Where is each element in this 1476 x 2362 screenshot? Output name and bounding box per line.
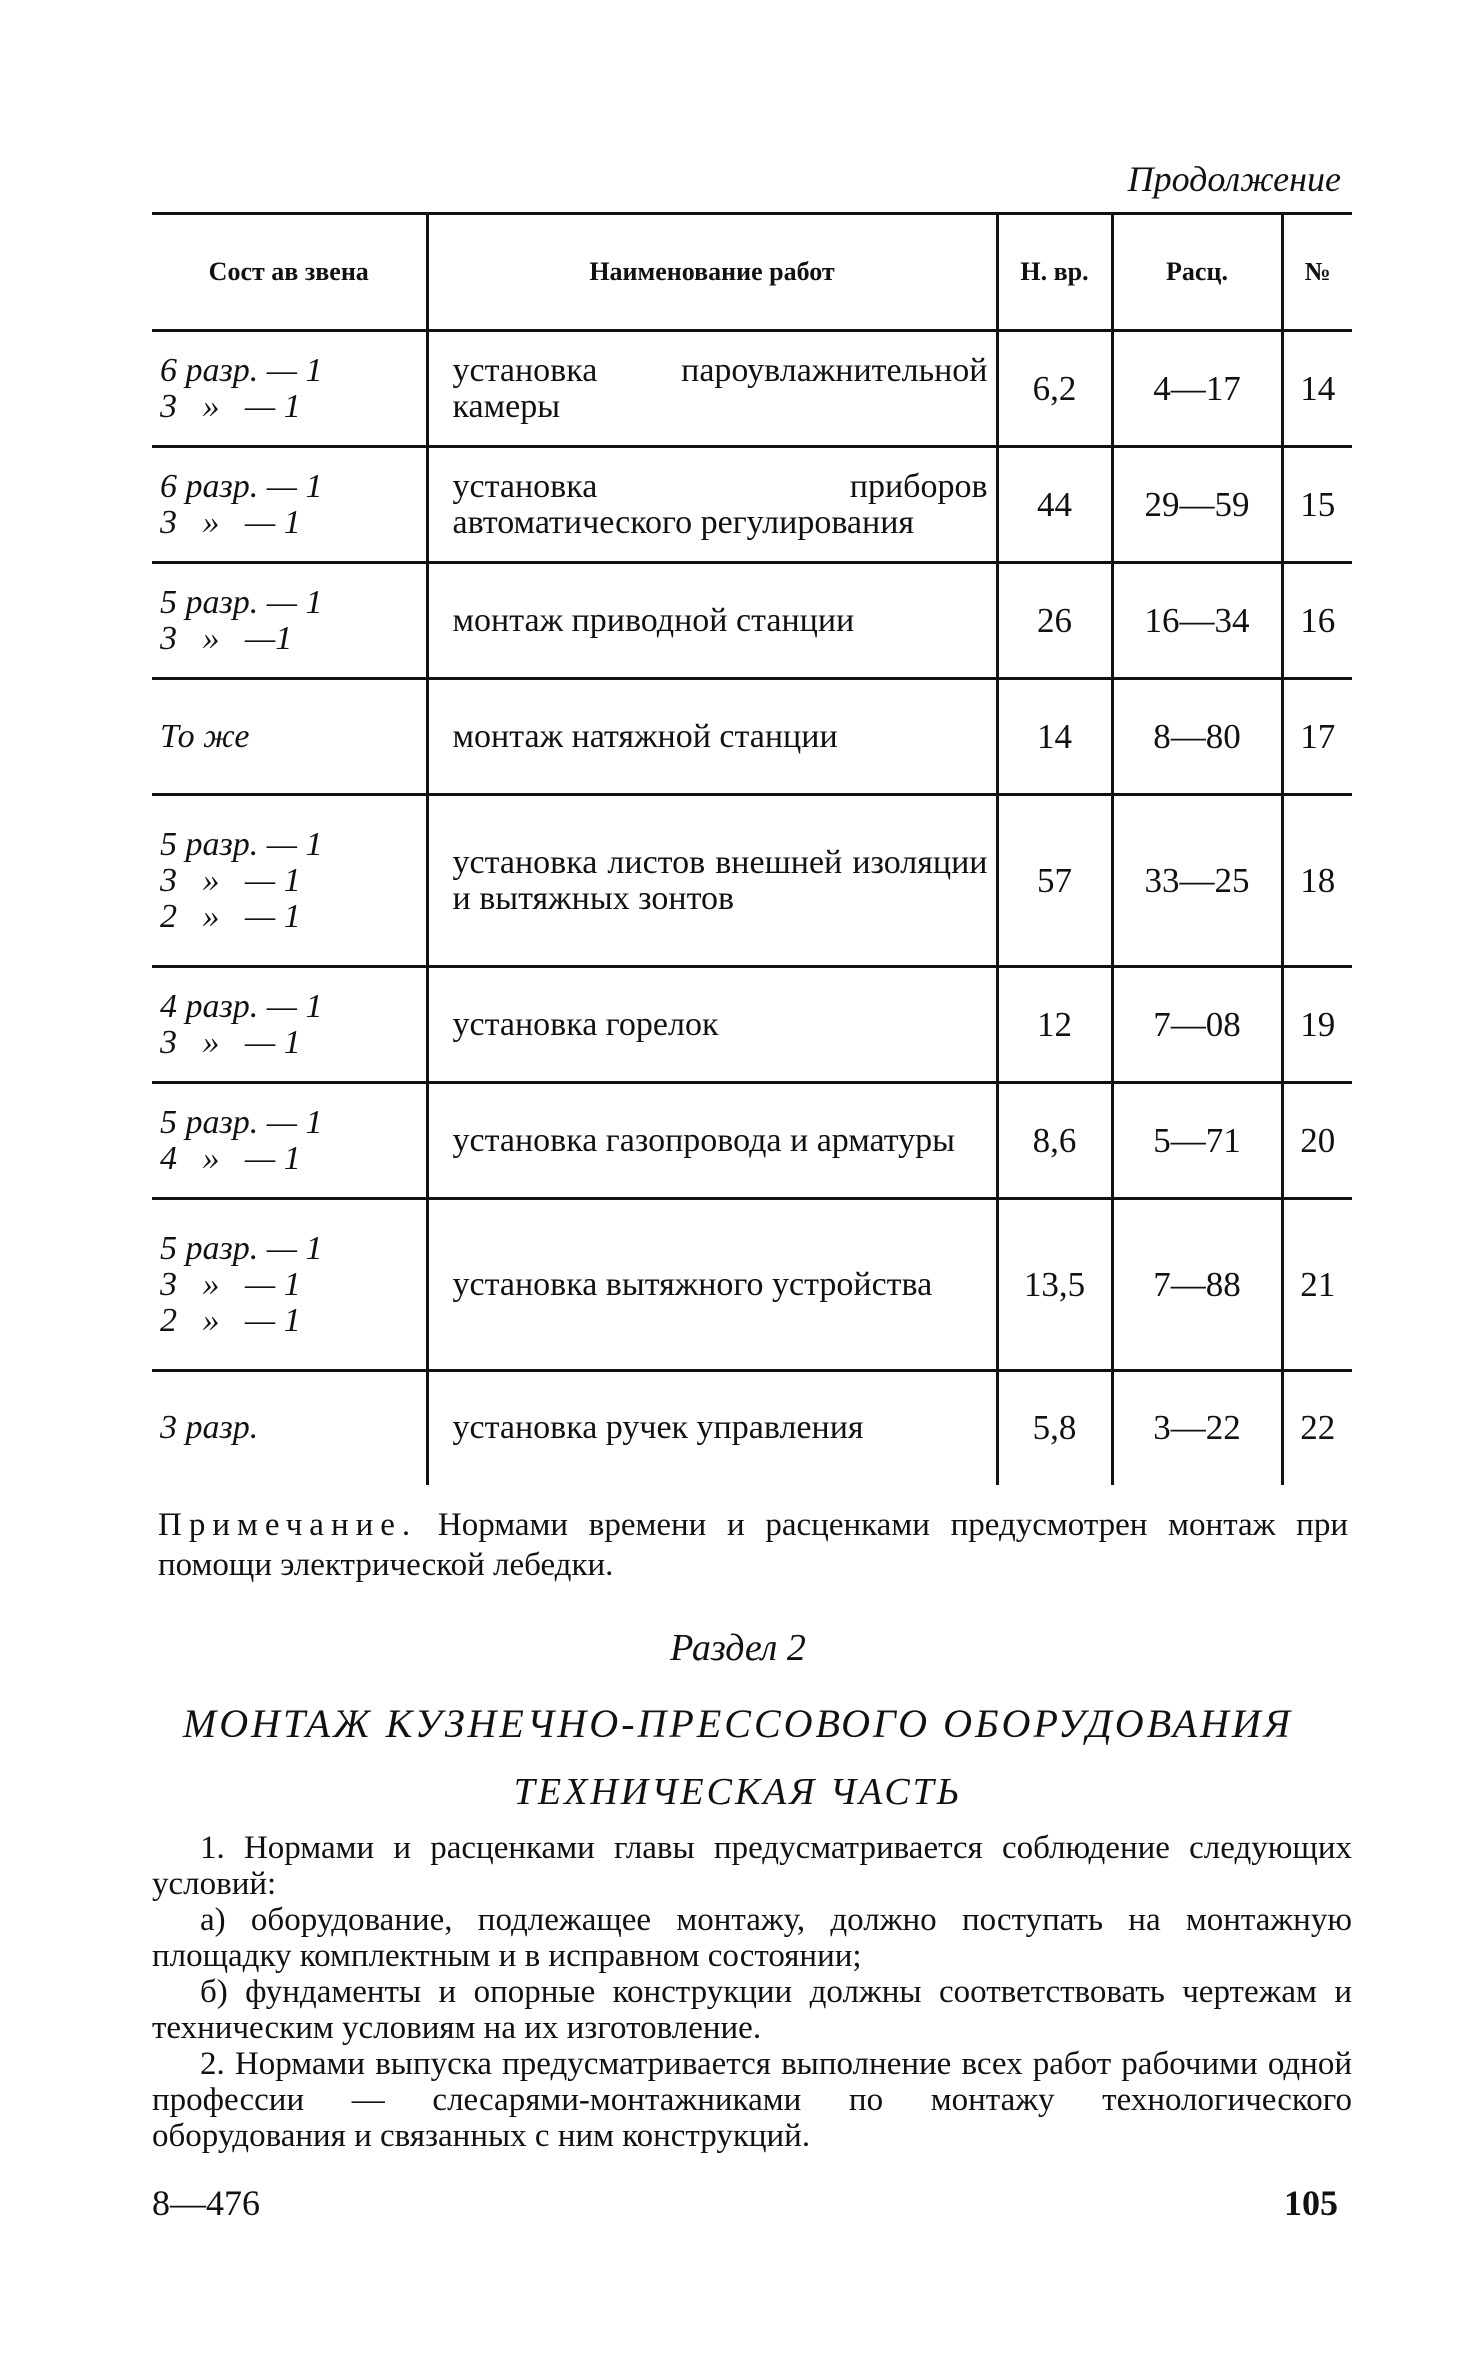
- cell-rate: 3—22: [1112, 1371, 1282, 1485]
- cell-work: монтаж натяжной станции: [427, 679, 997, 795]
- header-crew: Сост ав звена: [152, 214, 427, 331]
- note-label: Примечание.: [158, 1507, 418, 1543]
- cell-work: установка приборов автоматического регулирования: [427, 447, 997, 563]
- table-row: [152, 563, 1352, 679]
- crew-line: 3 » —1: [160, 619, 293, 657]
- crew-line: 3 » — 1: [160, 1265, 301, 1303]
- cell-rate: 7—08: [1112, 967, 1282, 1083]
- table-row: [152, 967, 1352, 1083]
- cell-rate: 4—17: [1112, 331, 1282, 447]
- table-row: [152, 679, 1352, 795]
- table-body: [152, 331, 1352, 1485]
- cell-crew: [152, 795, 427, 967]
- crew-line: 3 » — 1: [160, 1023, 301, 1061]
- cell-rate: 5—71: [1112, 1083, 1282, 1199]
- cell-crew: [152, 1371, 427, 1485]
- body-text: [152, 1830, 1352, 2154]
- crew-line: То же: [160, 717, 250, 755]
- cell-num: 17: [1282, 679, 1352, 795]
- page-number: 105: [1284, 2183, 1338, 2223]
- cell-work: установка ручек управления: [427, 1371, 997, 1485]
- cell-crew: [152, 331, 427, 447]
- header-norm: Н. вр.: [997, 214, 1112, 331]
- paragraph: б) фундаменты и опорные конструкции должны соответствовать чертежам и техническим условиям на их изготовление.: [152, 1974, 1352, 2046]
- cell-work: монтаж приводной станции: [427, 563, 997, 679]
- cell-norm: 5,8: [997, 1371, 1112, 1485]
- cell-work: установка листов внешней изоляции и вытяжных зонтов: [427, 795, 997, 967]
- cell-norm: 14: [997, 679, 1112, 795]
- cell-crew: [152, 1199, 427, 1371]
- crew-line: 4 » — 1: [160, 1139, 301, 1177]
- table-row: [152, 331, 1352, 447]
- crew-line: 2 » — 1: [160, 1301, 301, 1339]
- paragraph: а) оборудование, подлежащее монтажу, должно поступать на монтажную площадку комплектным и в исправном состоянии;: [152, 1902, 1352, 1974]
- crew-line: 5 разр. — 1: [160, 1229, 323, 1267]
- section-subtitle: ТЕХНИЧЕСКАЯ ЧАСТЬ: [513, 1771, 963, 1813]
- section-number: Раздел 2: [670, 1627, 806, 1669]
- footer-code: 8—476: [152, 2183, 260, 2223]
- norms-table: [152, 212, 1352, 1485]
- cell-num: 20: [1282, 1083, 1352, 1199]
- cell-rate: 33—25: [1112, 795, 1282, 967]
- note-text: Нормами времени и расценками предусмотрен монтаж при помощи электрической лебедки.: [158, 1507, 1348, 1583]
- cell-crew: [152, 447, 427, 563]
- cell-rate: 7—88: [1112, 1199, 1282, 1371]
- cell-crew: [152, 563, 427, 679]
- crew-line: 3 » — 1: [160, 503, 301, 541]
- table-header-row: [152, 214, 1352, 331]
- cell-rate: 29—59: [1112, 447, 1282, 563]
- section-title: МОНТАЖ КУЗНЕЧНО-ПРЕССОВОГО ОБОРУДОВАНИЯ: [182, 1701, 1294, 1746]
- cell-num: 22: [1282, 1371, 1352, 1485]
- cell-crew: [152, 967, 427, 1083]
- table-row: [152, 1199, 1352, 1371]
- cell-norm: 44: [997, 447, 1112, 563]
- cell-norm: 26: [997, 563, 1112, 679]
- cell-rate: 8—80: [1112, 679, 1282, 795]
- crew-line: 5 разр. — 1: [160, 1103, 323, 1141]
- cell-norm: 13,5: [997, 1199, 1112, 1371]
- paragraph: 1. Нормами и расценками главы предусматривается соблюдение следующих условий:: [152, 1830, 1352, 1902]
- cell-num: 18: [1282, 795, 1352, 967]
- cell-num: 15: [1282, 447, 1352, 563]
- crew-line: 5 разр. — 1: [160, 825, 323, 863]
- crew-line: 6 разр. — 1: [160, 467, 323, 505]
- crew-line: 5 разр. — 1: [160, 583, 323, 621]
- table-row: [152, 795, 1352, 967]
- table-row: [152, 447, 1352, 563]
- crew-line: 2 » — 1: [160, 897, 301, 935]
- cell-work: установка горелок: [427, 967, 997, 1083]
- cell-norm: 57: [997, 795, 1112, 967]
- cell-num: 14: [1282, 331, 1352, 447]
- table-row: [152, 1083, 1352, 1199]
- cell-work: установка вытяжного устройства: [427, 1199, 997, 1371]
- header-rate: Расц.: [1112, 214, 1282, 331]
- cell-rate: 16—34: [1112, 563, 1282, 679]
- cell-crew: [152, 1083, 427, 1199]
- cell-num: 19: [1282, 967, 1352, 1083]
- crew-line: 3 разр.: [160, 1409, 259, 1447]
- cell-norm: 8,6: [997, 1083, 1112, 1199]
- cell-norm: 6,2: [997, 331, 1112, 447]
- cell-work: установка газопровода и арматуры: [427, 1083, 997, 1199]
- crew-line: 4 разр. — 1: [160, 987, 323, 1025]
- crew-line: 3 » — 1: [160, 861, 301, 899]
- paragraph: 2. Нормами выпуска предусматривается выполнение всех работ рабочими одной профессии — слесарями-монтажниками по монтажу технологического оборудования и связанных с ним конструкций.: [152, 2046, 1352, 2154]
- cell-crew: [152, 679, 427, 795]
- header-num: №: [1282, 214, 1352, 331]
- note: [158, 1505, 1348, 1585]
- header-work: Наименование работ: [427, 214, 997, 331]
- cell-num: 16: [1282, 563, 1352, 679]
- crew-line: 6 разр. — 1: [160, 351, 323, 389]
- continuation-label: Продолжение: [1127, 159, 1341, 199]
- cell-num: 21: [1282, 1199, 1352, 1371]
- cell-norm: 12: [997, 967, 1112, 1083]
- crew-line: 3 » — 1: [160, 387, 301, 425]
- cell-work: установка пароувлажнительной камеры: [427, 331, 997, 447]
- table-row: [152, 1371, 1352, 1485]
